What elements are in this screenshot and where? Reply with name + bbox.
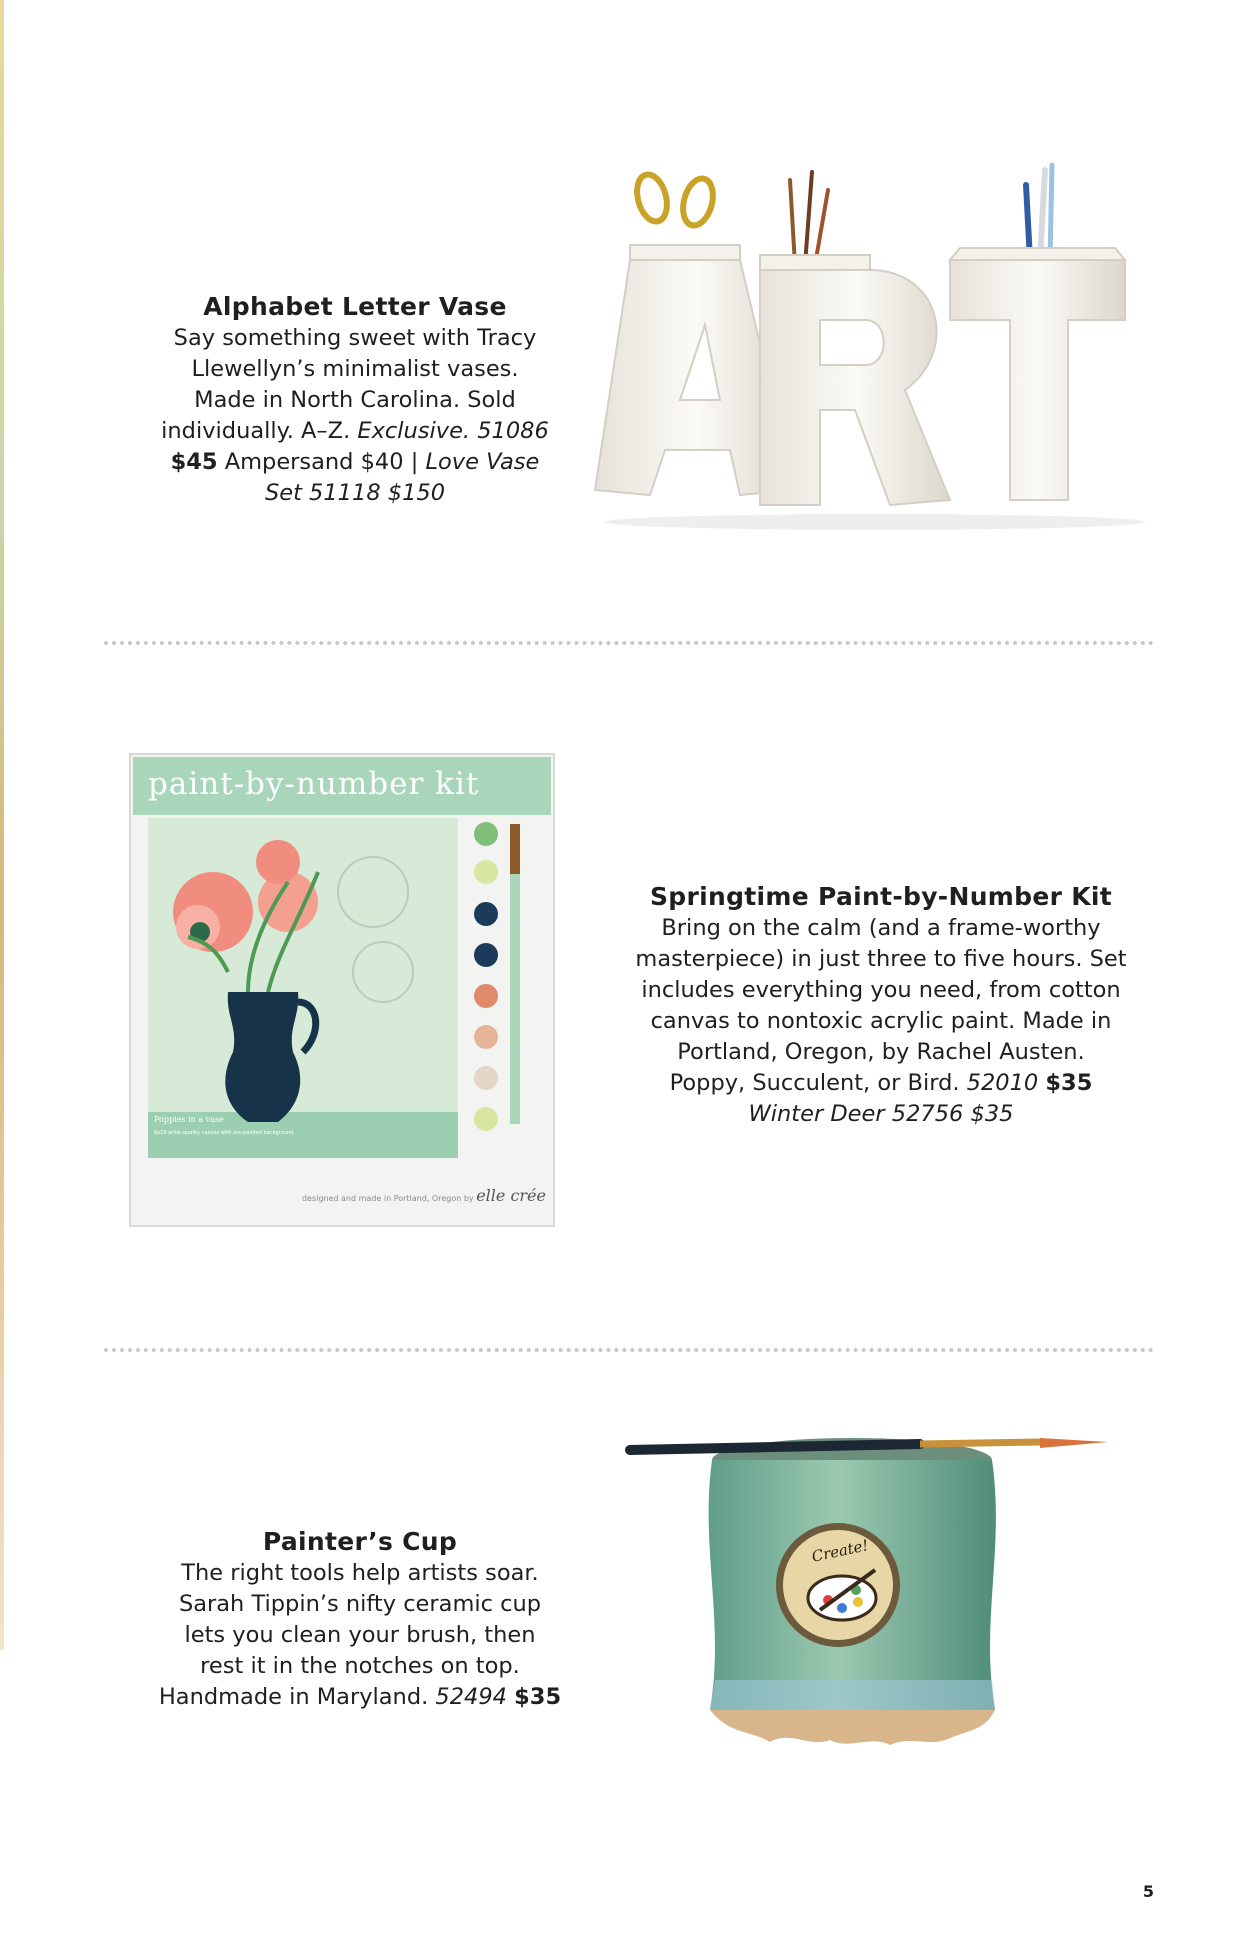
desc-line: Say something sweet with Tracy [173,325,537,351]
item-number: 52010 [966,1070,1039,1096]
page-number: 5 [1142,1882,1154,1901]
product-painters-cup-text [150,1525,570,1713]
desc-line: Llewellyn’s minimalist vases. [191,356,519,382]
section-divider [104,641,1154,645]
product-paint-kit-text [600,880,1162,1130]
desc-line: Set 51118 $150 [264,480,446,506]
letter-r [760,255,950,505]
kit-box-footer: designed and made in Portland, Oregon by elle crée [301,1186,546,1205]
desc-line: Winter Deer 52756 $35 [748,1101,1014,1127]
section-divider [104,1348,1154,1352]
desc-line: The right tools help artists soar. [181,1560,539,1586]
desc-line: Poppy, Succulent, or Bird. 52010 $35 [669,1070,1093,1096]
price: $45 [170,449,218,475]
desc-line: includes everything you need, from cotton [641,977,1121,1003]
kit-box-label: Poppies in a vase [154,1115,224,1124]
desc-line: rest it in the notches on top. [200,1653,520,1679]
desc-line: lets you clean your brush, then [184,1622,536,1648]
kit-brand-logo: elle crée [476,1186,546,1205]
desc-line: Bring on the calm (and a frame-worthy [661,915,1101,941]
cup-badge-text: Create! [810,1536,870,1566]
kit-box-header: paint-by-number kit [148,766,480,802]
desc-line: $45 Ampersand $40 | Love Vase [170,449,540,475]
desc-line: individually. A–Z. Exclusive. 51086 [161,418,549,444]
item-number: 52494 [435,1684,507,1710]
item-number: Exclusive. 51086 [357,418,549,444]
kit-box-label-sub: 8x10 artist-quality canvas with pre-painted background [154,1130,294,1136]
product-title: Alphabet Letter Vase [203,292,507,321]
desc-line: canvas to nontoxic acrylic paint. Made in [650,1008,1112,1034]
product-title: Springtime Paint-by-Number Kit [649,882,1113,911]
letter-t [950,248,1125,500]
product-alphabet-vase-text [150,290,560,509]
paint-kit-photo [128,752,558,1232]
desc-line: Portland, Oregon, by Rachel Austen. [677,1039,1085,1065]
desc-line: masterpiece) in just three to five hours. Set [635,946,1127,972]
adjacent-page-edge [0,0,4,1650]
price: $35 [1045,1070,1093,1096]
alphabet-vase-photo [590,150,1150,530]
desc-line: Handmade in Maryland. 52494 $35 [158,1684,562,1710]
painters-cup-photo [620,1430,1120,1770]
desc-line: Made in North Carolina. Sold [194,387,516,413]
desc-line: Sarah Tippin’s nifty ceramic cup [178,1591,542,1617]
product-title: Painter’s Cup [262,1527,458,1556]
price: $35 [514,1684,562,1710]
